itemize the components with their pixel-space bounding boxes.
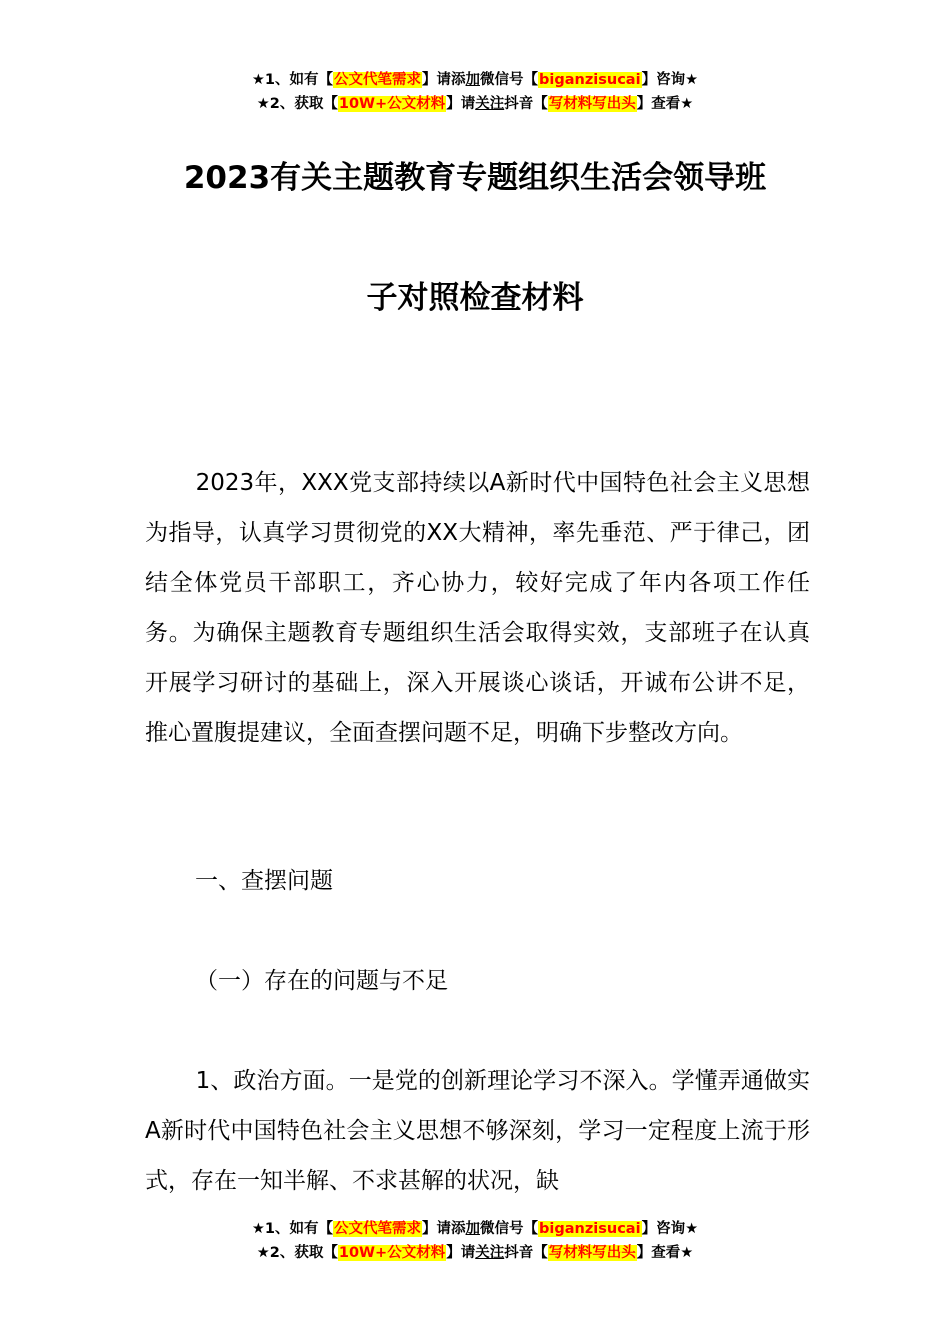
banner-line-2: ★2、获取【10W+公文材料】请关注抖音【写材料写出头】查看★ bbox=[256, 1245, 694, 1261]
item-paragraph: 1、政治方面。一是党的创新理论学习不深入。学懂弄通做实A新时代中国特色社会主义思想不够深刻，学习一定程度上流于形式，存在一知半解、不求甚解的状况，缺 bbox=[145, 1068, 810, 1194]
intro-paragraph: 2023年，XXX党支部持续以A新时代中国特色社会主义思想为指导，认真学习贯彻党的XX大精神，率先垂范、严于律己，团结全体党员干部职工，齐心协力，较好完成了年内各项工作任务。为确保主题教育专题组织生活会取得实效，支部班子在认真开展学习研讨的基础上，深入开展谈心谈话，开诚布公讲不足，推心置腹提建议，全面查摆问题不足，明确下步整改方向。 bbox=[145, 470, 810, 746]
document-title-line-2: 子对照检查材料 bbox=[366, 280, 584, 316]
highlight-douyin-id: 写材料写出头 bbox=[548, 96, 636, 112]
section-heading: 一、查摆问题 bbox=[195, 868, 333, 894]
banner-line-2: ★2、获取【10W+公文材料】请关注抖音【写材料写出头】查看★ bbox=[256, 96, 694, 112]
banner-line-1: ★1、如有【公文代笔需求】请添加微信号【biganzisucai】咨询★ bbox=[251, 1221, 699, 1237]
highlight-materials: 10W+公文材料 bbox=[338, 1245, 446, 1261]
highlight-service: 公文代笔需求 bbox=[334, 72, 422, 88]
top-banner bbox=[0, 68, 950, 116]
highlight-wechat-id: biganzisucai bbox=[539, 72, 641, 88]
document-title-line-1: 2023有关主题教育专题组织生活会领导班 bbox=[183, 160, 767, 196]
highlight-douyin-id: 写材料写出头 bbox=[548, 1245, 636, 1261]
bottom-banner bbox=[0, 1217, 950, 1265]
banner-line-1: ★1、如有【公文代笔需求】请添加微信号【biganzisucai】咨询★ bbox=[251, 72, 699, 88]
subsection-heading: （一）存在的问题与不足 bbox=[195, 968, 448, 994]
highlight-wechat-id: biganzisucai bbox=[539, 1221, 641, 1237]
highlight-service: 公文代笔需求 bbox=[334, 1221, 422, 1237]
highlight-materials: 10W+公文材料 bbox=[338, 96, 446, 112]
